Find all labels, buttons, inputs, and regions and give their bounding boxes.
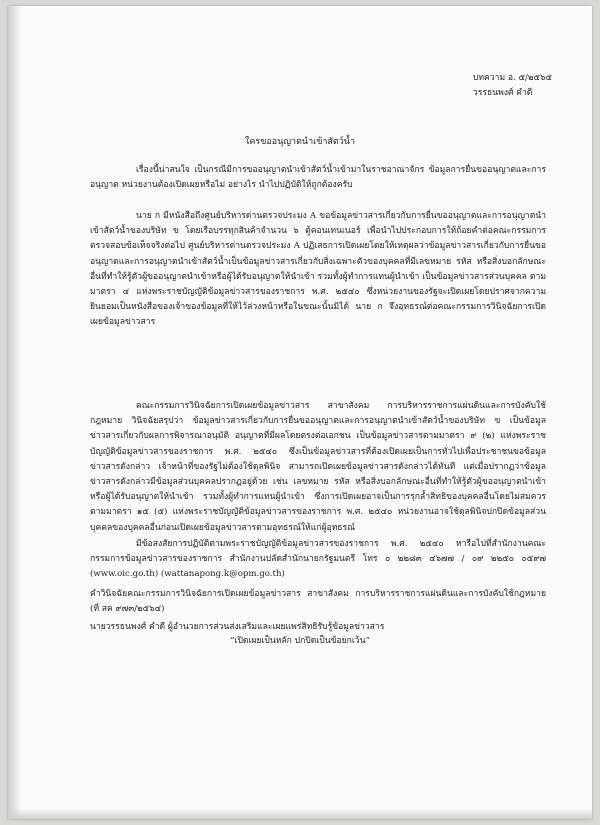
slogan: “เปิดเผยเป็นหลัก ปกปิดเป็นข้อยกเว้น” bbox=[230, 636, 370, 646]
contact-paragraph: มีข้อสงสัยการปฏิบัติตามพระราชบัญญัติข้อมูลข่าวสารของราชการ พ.ศ. ๒๕๔๐ หารือไปที่สำนักงานคณะกรรมการข้อมูลข่าวสารของราชการ สำนักงานปลัดสำนักนายกรัฐมนตรี โทร ๐ ๒๒๘๓ ๔๖๗๗ / ๐๙ ๒๒๕๐ ๐๕๙๗ (www.oic.go.th) (wattanapong.k@opm.go.th) bbox=[90, 539, 546, 580]
decision-paragraph: คณะกรรมการวินิจฉัยการเปิดเผยข้อมูลข่าวสาร สาขาสังคม การบริหารราชการแผ่นดินและการบังคับใช้กฎหมาย วินิจฉัยสรุปว่า ข้อมูลข่าวสารเกี่ยวกับการยื่นขออนุญาตและการอนุญาตนำเข้าสัตว์น้ำของบริษัท ข เป็นข้อมูลข่าวสารเกี่ยวกับผลการพิจารณาอนุมัติ อนุญาตที่มีผลโดยตรงต่อเอกชน เป็นข้อมูลข่าวสารตามมาตรา ๙ (๒) แห่งพระราชบัญญัติข้อมูลข่าวสารของราชการ พ.ศ. ๒๕๔๐ ซึ่งเป็นข้อมูลข่าวสารที่ต้องเปิดเผยเป็นการทั่วไปเพื่อประชาชนขอข้อมูลข่าวสารดังกล่าว เจ้าหน้าที่ของรัฐไม่ต้องใช้ดุลพินิจ สามารถเปิดเผยข้อมูลข่าวสารดังกล่าวได้ทันที แต่เมื่อปรากฏว่าข้อมูลข่าวสารดังกล่าวมีข้อมูลส่วนบุคคลปรากฏอยู่ด้วย เช่น เลขหมาย รหัส หรือสิ่งบอกลักษณะอื่นที่ทำให้รู้ตัวผู้ขออนุญาตนำเข้าหรือผู้ได้รับอนุญาตให้นำเข้า รวมทั้งผู้ทำการแทนผู้นำเข้า ซึ่งการเปิดเผยอาจเป็นการรุกล้ำสิทธิของบุคคลอื่นโดยไม่สมควร ตามมาตรา ๑๕ (๕) แห่งพระราชบัญญัติข้อมูลข่าวสารของราชการ พ.ศ. ๒๕๔๐ หน่วยงานอาจใช้ดุลพินิจปกปิดข้อมูลส่วนบุคคลของบุคคลอื่นก่อนเปิดเผยข้อมูลข่าวสารตามอุทธรณ์ให้แก่ผู้อุทธรณ์ bbox=[90, 401, 546, 533]
reference-number: บทความ อ. ๕/๒๕๖๕ bbox=[472, 73, 552, 83]
document-page bbox=[8, 6, 592, 819]
author-name: วรรธนพงศ์ คำดี bbox=[472, 88, 533, 99]
scan-shadow-bottom bbox=[8, 809, 592, 819]
facts-paragraph: นาย ก มีหนังสือถึงศูนย์บริหารด่านตรวจประมง A ขอข้อมูลข่าวสารเกี่ยวกับการยื่นขออนุญาตและการอนุญาตนำเข้าสัตว์น้ำของบริษัท ข โดยเรือบรรทุกสินค้าจำนวน ๖ ตู้คอนเทนเนอร์ เพื่อนำไปประกอบการให้ถ้อยคำต่อคณะกรรมการตรวจสอบข้อเท็จจริงต่อไป ศูนย์บริหารด่านตรวจประมง A ปฏิเสธการเปิดเผยโดยให้เหตุผลว่าข้อมูลข่าวสารเกี่ยวกับการยื่นขออนุญาตและการอนุญาตนำเข้าสัตว์น้ำเป็นข้อมูลข่าวสารเกี่ยวกับสิ่งเฉพาะตัวของบุคคลที่มีเลขหมาย รหัส หรือสิ่งบอกลักษณะอื่นที่ทำให้รู้ตัวผู้ขออนุญาตนำเข้าหรือผู้ได้รับอนุญาตให้นำเข้า รวมทั้งผู้ทำการแทนผู้นำเข้า เป็นข้อมูลข่าวสารส่วนบุคคล ตามมาตรา ๔ แห่งพระราชบัญญัติข้อมูลข่าวสารของราชการ พ.ศ. ๒๕๔๐ ซึ่งหน่วยงานของรัฐจะเปิดเผยโดยปราศจากความยินยอมเป็นหนังสือของเจ้าของข้อมูลที่ให้ไว้ล่วงหน้าหรือในขณะนั้นมิได้ นาย ก จึงอุทธรณ์ต่อคณะกรรมการวินิจฉัยการเปิดเผยข้อมูลข่าวสาร bbox=[90, 211, 546, 328]
author-signature: นายวรรธนพงศ์ คำดี ผู้อำนวยการส่วนส่งเสริมและเผยแพร่สิทธิรับรู้ข้อมูลข่าวสาร bbox=[90, 622, 385, 632]
document-title: ใครขออนุญาตนำเข้าสัตว์น้ำ bbox=[244, 137, 356, 147]
ruling-reference: คำวินิจฉัยคณะกรรมการวินิจฉัยการเปิดเผยข้อมูลข่าวสาร สาขาสังคม การบริหารราชการแผ่นดินและการบังคับใช้กฎหมาย (ที่ สค ๙๗๓/๒๕๖๔) bbox=[90, 589, 546, 615]
document-reference bbox=[473, 71, 552, 101]
intro-paragraph: เรื่องนี้น่าสนใจ เป็นกรณีมีการขออนุญาตนำเข้าสัตว์น้ำเข้ามาในราชอาณาจักร ข้อมูลการยื่นขออนุญาตและการอนุญาต หน่วยงานต้องเปิดเผยหรือไม่ อย่างไร นำไปปฏิบัติให้ถูกต้องครับ bbox=[90, 165, 546, 191]
scan-shadow-left bbox=[8, 6, 22, 819]
